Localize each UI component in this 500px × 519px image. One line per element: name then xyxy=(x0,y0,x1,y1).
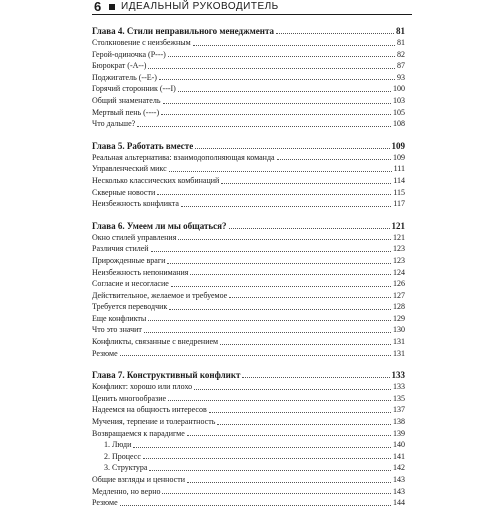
entry-title: Общие взгляды и ценности xyxy=(92,475,185,484)
toc-entry[interactable] xyxy=(92,497,405,509)
running-title: ИДЕАЛЬНЫЙ РУКОВОДИТЕЛЬ xyxy=(121,1,279,12)
entry-title: Согласие и несогласие xyxy=(92,279,169,289)
dot-leader xyxy=(194,389,391,390)
toc-entry[interactable] xyxy=(92,381,405,393)
toc-entry[interactable] xyxy=(92,313,405,325)
entry-title: Столкновение с неизбежным xyxy=(92,38,191,47)
chapter-page: 81 xyxy=(396,26,405,36)
entry-page: 123 xyxy=(393,255,405,265)
entry-page: 137 xyxy=(393,405,405,415)
dot-leader xyxy=(187,482,391,483)
dot-leader xyxy=(217,424,391,425)
toc-entry[interactable] xyxy=(92,451,405,463)
entry-page: 108 xyxy=(393,119,405,129)
toc-chapter-heading[interactable] xyxy=(92,369,405,381)
entry-page: 114 xyxy=(393,175,405,185)
entry-title: Что дальше? xyxy=(92,119,136,129)
dot-leader xyxy=(168,56,395,57)
entry-page: 115 xyxy=(393,187,405,197)
toc-entry[interactable] xyxy=(92,37,405,49)
entry-title: Конфликты, связанные с внедрением xyxy=(92,337,219,347)
chapter-page: 109 xyxy=(391,140,405,151)
dot-leader xyxy=(242,377,389,378)
running-header xyxy=(92,0,412,15)
toc-entry[interactable] xyxy=(92,255,405,267)
toc-chapter xyxy=(92,25,405,130)
dot-leader xyxy=(163,103,392,104)
entry-page: 82 xyxy=(397,49,405,59)
entry-page: 133 xyxy=(393,382,405,392)
entry-page: 135 xyxy=(393,393,405,403)
dot-leader xyxy=(148,320,391,321)
entry-title: Горячий сторонник (---I) xyxy=(92,84,176,94)
dot-leader xyxy=(157,194,391,195)
dot-leader xyxy=(137,126,391,127)
toc-chapter-heading[interactable] xyxy=(92,25,405,37)
dot-leader xyxy=(277,159,391,160)
page-number: 6 xyxy=(94,0,102,14)
entry-title: Действительное, желаемое и требуемое xyxy=(92,290,228,300)
chapter-title: Глава 4. Стили неправильного менеджмента xyxy=(92,26,274,36)
entry-page: 100 xyxy=(393,84,405,94)
entry-title: Бюрократ (-A--) xyxy=(92,61,147,71)
chapter-page: 121 xyxy=(391,220,405,231)
toc-entry[interactable] xyxy=(92,232,405,244)
toc-entry[interactable] xyxy=(92,393,405,405)
toc-entry[interactable] xyxy=(92,278,405,290)
entry-title: Прирожденные враги xyxy=(92,255,166,265)
chapter-title: Глава 5. Работать вместе xyxy=(92,140,194,151)
dot-leader xyxy=(276,33,394,34)
entry-title: Конфликт: хорошо или плохо xyxy=(92,382,193,392)
entry-title: Что это значит xyxy=(92,325,142,335)
entry-page: 111 xyxy=(393,164,405,174)
entry-page: 142 xyxy=(393,463,405,473)
entry-page: 129 xyxy=(393,313,405,323)
dot-leader xyxy=(151,251,391,252)
dot-leader xyxy=(169,309,391,310)
dot-leader xyxy=(149,470,391,471)
toc-chapter-heading[interactable] xyxy=(92,140,405,152)
entry-title: Мучения, терпение и толерантность xyxy=(92,417,216,427)
toc-entry[interactable] xyxy=(92,324,405,336)
entry-page: 138 xyxy=(393,417,405,427)
toc-entry[interactable] xyxy=(92,348,405,360)
entry-title: Возвращаемся к парадигме xyxy=(92,428,185,438)
toc-chapter xyxy=(92,140,405,210)
toc-entry[interactable] xyxy=(92,60,405,72)
chapter-title: Глава 6. Умеем ли мы общаться? xyxy=(92,220,227,231)
entry-title: Управленческий микс xyxy=(92,164,167,174)
entry-title: Герой-одиночка (P---) xyxy=(92,49,166,59)
entry-title: Неизбежность непонимания xyxy=(92,267,189,277)
dot-leader xyxy=(144,332,391,333)
toc-entry[interactable] xyxy=(92,290,405,302)
entry-page: 103 xyxy=(393,95,405,105)
entry-page: 144 xyxy=(393,498,405,508)
toc-chapter xyxy=(92,369,405,509)
toc-entry[interactable] xyxy=(92,198,405,210)
toc-entry[interactable] xyxy=(92,163,405,175)
entry-page: 143 xyxy=(393,475,405,484)
toc-entry[interactable] xyxy=(92,336,405,348)
entry-page: 123 xyxy=(393,244,405,254)
toc-entry[interactable] xyxy=(92,439,405,451)
entry-title: Резюме xyxy=(92,498,118,508)
dot-leader xyxy=(120,355,391,356)
entry-title: Требуется переводчик xyxy=(92,302,168,312)
entry-title: Несколько классических комбинаций xyxy=(92,175,220,185)
entry-title: Различия стилей xyxy=(92,244,149,254)
dot-leader xyxy=(178,239,391,240)
dot-leader xyxy=(229,297,391,298)
entry-title: Мертвый пень (----) xyxy=(92,107,160,117)
entry-page: 93 xyxy=(397,72,405,82)
toc-entry[interactable] xyxy=(92,301,405,313)
entry-page: 127 xyxy=(393,290,405,300)
dot-leader xyxy=(229,228,390,229)
entry-page: 131 xyxy=(393,348,405,358)
dot-leader xyxy=(168,400,391,401)
entry-page: 121 xyxy=(393,232,405,242)
dot-leader xyxy=(190,274,391,275)
entry-page: 141 xyxy=(393,451,405,461)
dot-leader xyxy=(221,183,391,184)
square-separator-icon xyxy=(109,4,115,10)
entry-title: Неизбежность конфликта xyxy=(92,199,179,209)
entry-page: 124 xyxy=(393,267,405,277)
chapter-page: 133 xyxy=(391,370,405,381)
table-of-contents xyxy=(92,25,405,519)
entry-title: Медленно, но верно xyxy=(92,486,161,496)
entry-page: 130 xyxy=(393,325,405,335)
entry-page: 143 xyxy=(393,486,405,496)
entry-title: 3. Структура xyxy=(104,463,148,473)
entry-title: Реальная альтернатива: взаимодополняющая команда xyxy=(92,152,275,162)
dot-leader xyxy=(195,148,389,149)
dot-leader xyxy=(148,68,395,69)
toc-entry[interactable] xyxy=(92,267,405,279)
dot-leader xyxy=(169,171,392,172)
entry-page: 139 xyxy=(393,428,405,438)
dot-leader xyxy=(181,206,391,207)
entry-title: Скверные новости xyxy=(92,187,156,197)
toc-chapter xyxy=(92,220,405,360)
entry-title: Общий знаменатель xyxy=(92,95,161,105)
chapter-title: Глава 7. Конструктивный конфликт xyxy=(92,370,241,381)
toc-entry[interactable] xyxy=(92,243,405,255)
toc-entry[interactable] xyxy=(92,83,405,95)
dot-leader xyxy=(209,412,391,413)
toc-entry[interactable] xyxy=(92,428,405,440)
entry-title: 1. Люди xyxy=(104,440,132,450)
dot-leader xyxy=(161,114,391,115)
entry-page: 117 xyxy=(393,199,405,209)
entry-title: Поджигатель (--E-) xyxy=(92,72,157,82)
dot-leader xyxy=(120,505,391,506)
entry-title: Резюме xyxy=(92,348,118,358)
toc-entry[interactable] xyxy=(92,404,405,416)
entry-title: Еще конфликты xyxy=(92,313,147,323)
entry-page: 128 xyxy=(393,302,405,312)
dot-leader xyxy=(178,91,391,92)
toc-entry[interactable] xyxy=(92,175,405,187)
entry-page: 87 xyxy=(397,61,405,71)
toc-entry[interactable] xyxy=(92,95,405,107)
dot-leader xyxy=(162,493,391,494)
dot-leader xyxy=(171,286,391,287)
entry-page: 109 xyxy=(393,152,405,162)
entry-page: 131 xyxy=(393,337,405,347)
entry-page: 140 xyxy=(393,440,405,450)
dot-leader xyxy=(133,447,391,448)
toc-entry[interactable] xyxy=(92,474,405,486)
dot-leader xyxy=(159,79,395,80)
entry-title: Надеемся на общность интересов xyxy=(92,405,207,415)
dot-leader xyxy=(193,45,395,46)
dot-leader xyxy=(167,263,391,264)
dot-leader xyxy=(143,458,391,459)
entry-page: 81 xyxy=(397,38,405,47)
toc-entry[interactable] xyxy=(92,49,405,61)
dot-leader xyxy=(220,344,391,345)
toc-entry[interactable] xyxy=(92,187,405,199)
toc-entry[interactable] xyxy=(92,107,405,119)
toc-entry[interactable] xyxy=(92,152,405,164)
toc-chapter-heading[interactable] xyxy=(92,220,405,232)
toc-entry[interactable] xyxy=(92,416,405,428)
entry-page: 105 xyxy=(393,107,405,117)
toc-entry[interactable] xyxy=(92,72,405,84)
entry-title: Ценить многообразие xyxy=(92,393,167,403)
entry-page: 126 xyxy=(393,279,405,289)
entry-title: Окно стилей управления xyxy=(92,232,177,242)
toc-entry[interactable] xyxy=(92,486,405,498)
dot-leader xyxy=(187,435,391,436)
entry-title: 2. Процесс xyxy=(104,451,141,461)
toc-entry[interactable] xyxy=(92,462,405,474)
toc-entry[interactable] xyxy=(92,118,405,130)
